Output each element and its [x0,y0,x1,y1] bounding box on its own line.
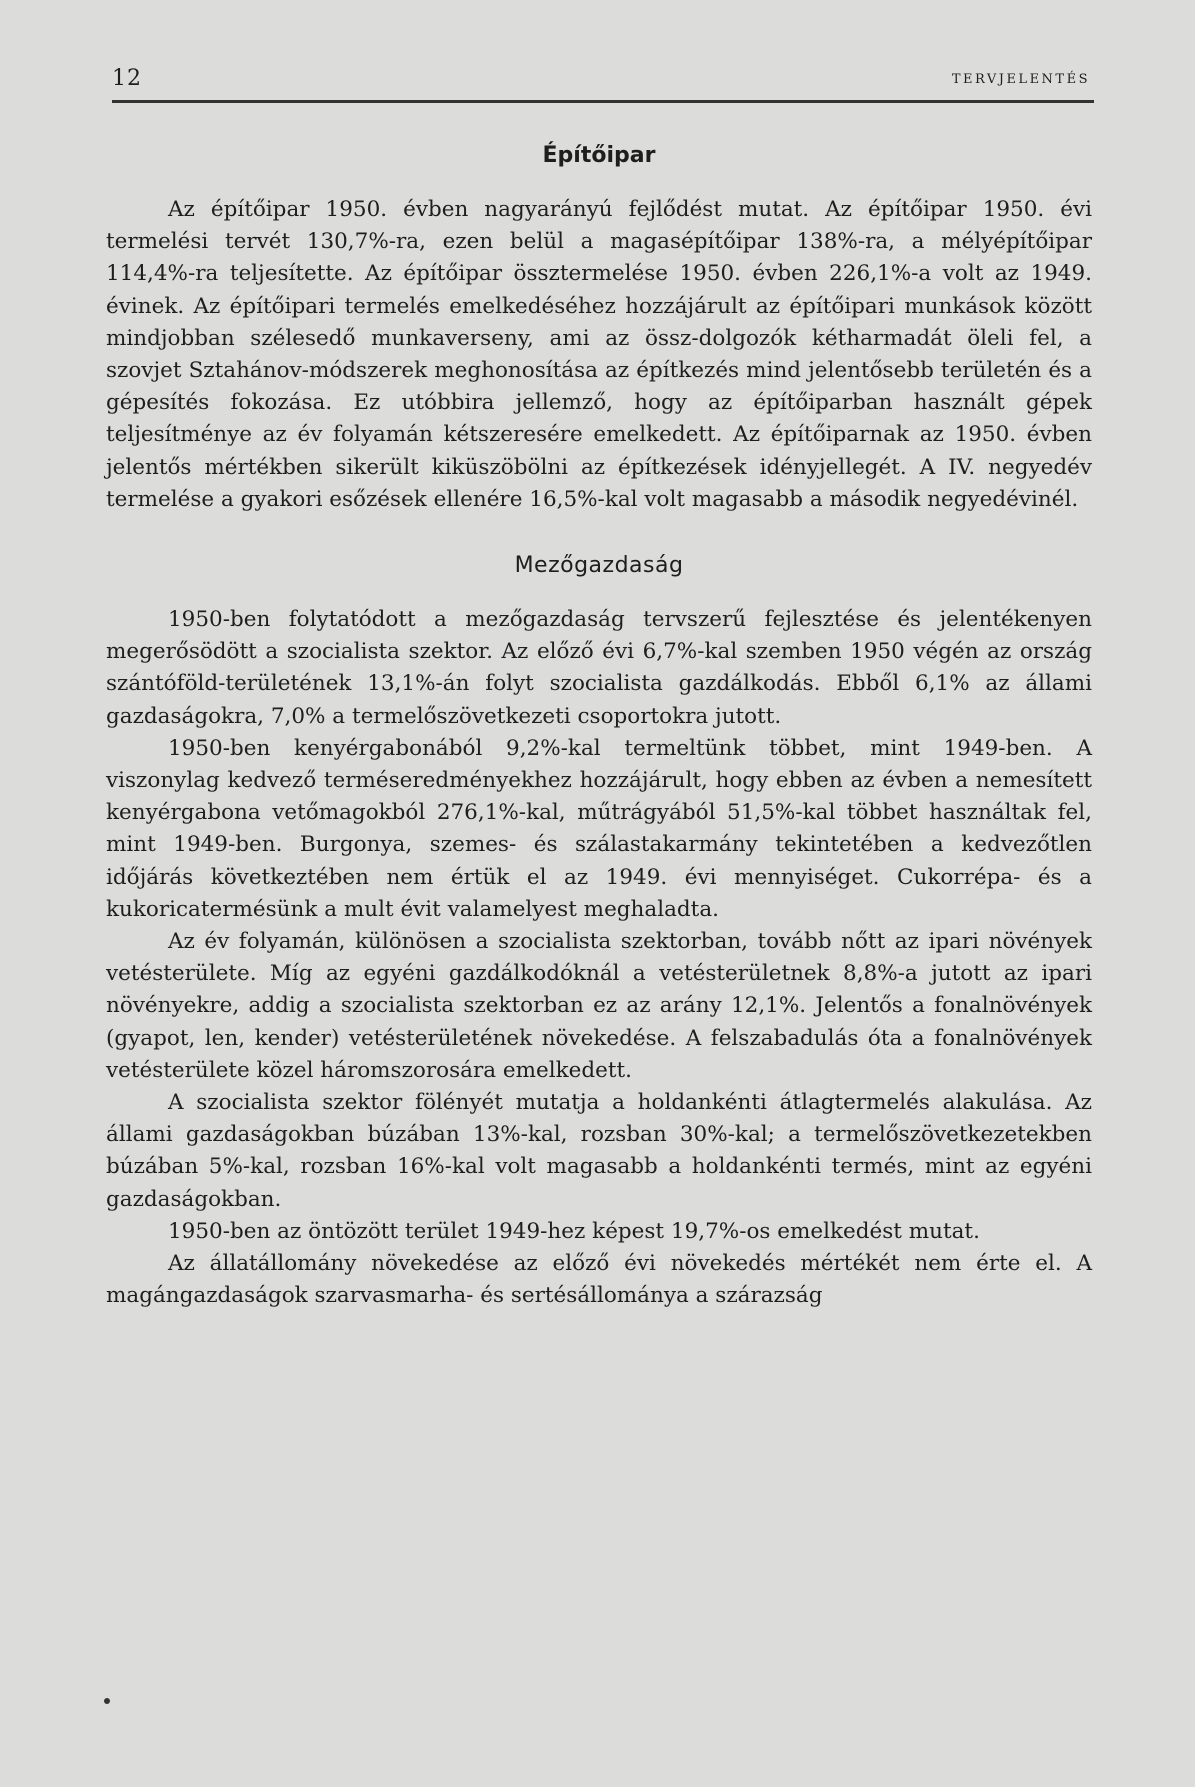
paragraph: 1950-ben folytatódott a mezőgazdaság tervszerű fejlesztése és jelentékenyen megerősödött a szocialista szektor. Az előző évi 6,7%-kal szemben 1950 végén az ország szántóföld-területének 13,1%-án folyt szocialista gazdálkodás. Ebből 6,1% az állami gazdaságokra, 7,0% a termelőszövetkezeti csoportokra jutott. [106,607,1092,729]
page-header [112,58,1090,98]
paragraph: A szocialista szektor fölényét mutatja a holdankénti átlagtermelés alakulása. Az állami gazdaságokban búzában 13%-kal, rozsban 30%-kal; a termelőszövetkezetekben búzában 5%-kal, rozsban 16%-kal volt magasabb a holdankénti termés, mint az egyéni gazdaságokban. [106,1090,1092,1212]
page-number: 12 [112,66,142,91]
margin-dot [104,1698,110,1704]
body-text [106,136,1092,1313]
section-title-mezogazdasag: Mezőgazdaság [514,553,684,579]
paragraph: Az építőipar 1950. évben nagyarányú fejlődést mutat. Az építőipar 1950. évi termelési tervét 130,7%-ra, ezen belül a magasépítőipar 138%-ra, a mélyépítőipar 114,4%-ra teljesítette. Az építőipar össztermelése 1950. évben 226,1%-a volt az 1949. évinek. Az építőipari termelés emelkedéséhez hozzájárult az építőipari munkások között mindjobban szélesedő munkaverseny, ami az össz-dolgozók kétharmadát öleli fel, a szovjet Sztahánov-módszerek meghonosítása az építkezés mind jelentősebb területén és a gépesítés fokozása. Ez utóbbira jellemző, hogy az építőiparban használt gépek teljesítménye az év folyamán kétszeresére emelkedett. Az építőiparnak az 1950. évben jelentős mértékben sikerült kiküszöbölni az építkezések idényjellegét. A IV. negyedév termelése a gyakori esőzések ellenére 16,5%-kal volt magasabb a második negyedévinél. [106,197,1092,512]
section-title-epitoipar: Építőipar [542,143,656,168]
paragraph: Az év folyamán, különösen a szocialista szektorban, tovább nőtt az ipari növények vetésterülete. Míg az egyéni gazdálkodóknál a vetésterületnek 8,8%-a jutott az ipari növényekre, addig a szocialista szektorban ez az arány 12,1%. Jelentős a fonalnövények (gyapot, len, kender) vetésterületének növekedése. A felszabadulás óta a fonalnövények vetésterülete közel háromszorosára emelkedett. [106,929,1092,1083]
paragraph: 1950-ben az öntözött terület 1949-hez képest 19,7%-os emelkedést mutat. [168,1218,980,1244]
paragraph: 1950-ben kenyérgabonából 9,2%-kal termeltünk többet, mint 1949-ben. A viszonylag kedvező terméseredményekhez hozzájárult, hogy ebben az évben a nemesített kenyérgabona vetőmagokból 276,1%-kal, műtrágyából 51,5%-kal többet használtak fel, mint 1949-ben. Burgonya, szemes- és szálastakarmány tekintetében a kedvezőtlen időjárás következtében nem értük el az 1949. évi mennyiséget. Cukorrépa- és a kukoricatermésünk a mult évit valamelyest meghaladta. [106,735,1092,922]
paragraph: Az állatállomány növekedése az előző évi növekedés mértékét nem érte el. A magángazdaságok szarvasmarha- és sertésállománya a szárazság [106,1251,1092,1309]
running-head: TERVJELENTÉS [951,72,1090,87]
header-rule [112,100,1094,103]
